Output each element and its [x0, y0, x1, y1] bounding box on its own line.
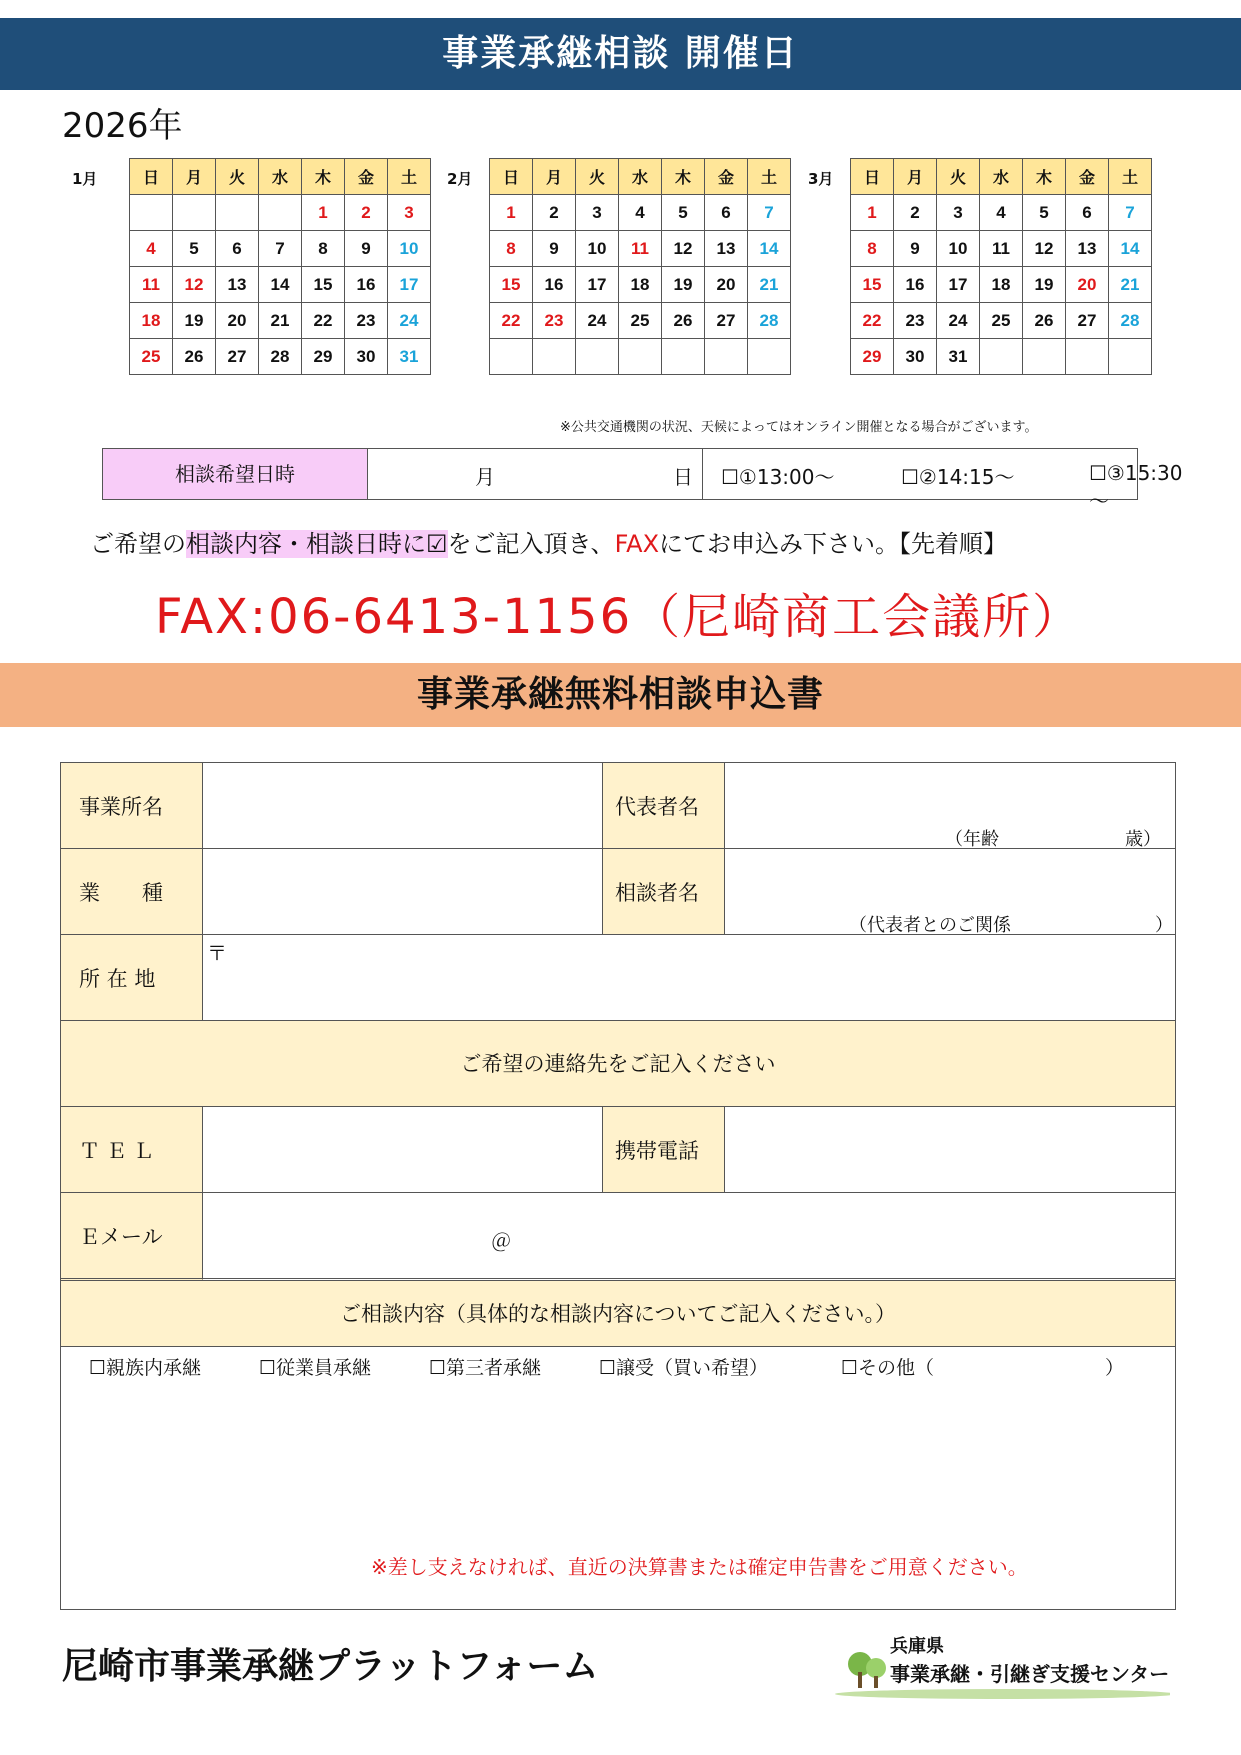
calendar-day: 5: [173, 231, 216, 267]
calendar-day: 3: [937, 195, 980, 231]
calendar-week-row: [130, 303, 431, 339]
calendar-february: [489, 158, 791, 375]
weekday-header: 火: [937, 159, 980, 195]
calendar-day: [533, 339, 576, 375]
mobile-label: 携帯電話: [603, 1107, 725, 1193]
month-label-mar: 3月: [808, 170, 834, 188]
calendar-day: 16: [345, 267, 388, 303]
calendar-day: 21: [1109, 267, 1152, 303]
calendar-day: 18: [980, 267, 1023, 303]
weekday-header: 火: [216, 159, 259, 195]
time-slot-2-checkbox[interactable]: ☐②14:15～: [901, 465, 1015, 489]
mobile-field[interactable]: [725, 1107, 1175, 1193]
weekday-header: 水: [619, 159, 662, 195]
calendar-day: 5: [662, 195, 705, 231]
calendar-week-row: [490, 303, 791, 339]
consult-content-header: ご相談内容（具体的な相談内容についてご記入ください。）: [61, 1281, 1175, 1347]
weekday-header: 金: [1066, 159, 1109, 195]
calendar-day: 25: [130, 339, 173, 375]
calendar-day: 1: [302, 195, 345, 231]
calendar-day: [980, 339, 1023, 375]
calendar-day: 6: [1066, 195, 1109, 231]
calendar-day: [576, 339, 619, 375]
calendar-day: 31: [937, 339, 980, 375]
calendar-day: 8: [490, 231, 533, 267]
logo-center-name: 事業承継・引継ぎ支援センター: [890, 1662, 1170, 1686]
date-request-box: [102, 448, 1183, 513]
industry-field[interactable]: [203, 849, 603, 935]
calendar-day: 30: [894, 339, 937, 375]
calendar-day: 22: [302, 303, 345, 339]
calendar-day: 12: [662, 231, 705, 267]
address-label: 所 在 地: [61, 935, 203, 1021]
calendar-week-row: [851, 195, 1152, 231]
year-label: 2026年: [62, 106, 183, 146]
calendar-day: [1109, 339, 1152, 375]
contact-header: ご希望の連絡先をご記入ください: [61, 1021, 1175, 1107]
calendar-day: 10: [576, 231, 619, 267]
calendar-day: 29: [302, 339, 345, 375]
option-family[interactable]: ☐親族内承継: [89, 1357, 202, 1379]
option-employee[interactable]: ☐従業員承継: [259, 1357, 372, 1379]
calendar-day: [130, 195, 173, 231]
calendar-day: 22: [490, 303, 533, 339]
weekday-header: 土: [748, 159, 791, 195]
weekday-header: 金: [705, 159, 748, 195]
calendar-march: [850, 158, 1152, 375]
calendar-day: 25: [980, 303, 1023, 339]
calendar-day: [216, 195, 259, 231]
calendar-week-row: [490, 267, 791, 303]
calendar-day: 6: [216, 231, 259, 267]
calendar-day: 14: [259, 267, 302, 303]
calendar-week-row: [851, 231, 1152, 267]
calendar-day: 28: [259, 339, 302, 375]
weekday-header: 土: [1109, 159, 1152, 195]
calendar-day: 29: [851, 339, 894, 375]
weekday-header: 日: [851, 159, 894, 195]
calendar-day: 8: [851, 231, 894, 267]
calendar-day: [662, 339, 705, 375]
time-slot-3-checkbox[interactable]: ☐③15:30～: [1089, 461, 1183, 513]
calendar-day: 7: [748, 195, 791, 231]
weekday-header: 月: [894, 159, 937, 195]
representative-label: 代表者名: [603, 763, 725, 849]
address-field[interactable]: [203, 935, 1175, 1021]
calendar-day: 27: [216, 339, 259, 375]
calendar-day: 26: [173, 339, 216, 375]
calendar-day: 16: [533, 267, 576, 303]
support-center-logo: [830, 1628, 1170, 1700]
online-note: ※公共交通機関の状況、天候によってはオンライン開催となる場合がございます。: [560, 420, 1038, 435]
weekday-header: 火: [576, 159, 619, 195]
relation-note: （代表者とのご関係 ）: [849, 915, 1173, 936]
calendar-week-row: [490, 339, 791, 375]
consult-content-field[interactable]: [61, 1347, 1175, 1609]
calendar-day: 4: [980, 195, 1023, 231]
calendar-week-row: [490, 231, 791, 267]
calendar-day: 1: [851, 195, 894, 231]
calendar-day: 27: [1066, 303, 1109, 339]
calendar-day: [705, 339, 748, 375]
calendar-day: 17: [388, 267, 431, 303]
calendar-day: 11: [130, 267, 173, 303]
calendar-day: 2: [345, 195, 388, 231]
calendar-day: [748, 339, 791, 375]
calendar-day: 13: [216, 267, 259, 303]
calendar-day: 14: [1109, 231, 1152, 267]
weekday-header: 月: [533, 159, 576, 195]
instr-highlight: 相談内容・相談日時に☑: [186, 530, 448, 558]
month-label-feb: 2月: [447, 170, 473, 188]
at-mark: ＠: [491, 1229, 511, 1253]
option-acquisition[interactable]: ☐譲受（買い希望）: [599, 1357, 769, 1379]
calendar-week-row: [851, 267, 1152, 303]
weekday-header: 月: [173, 159, 216, 195]
calendar-week-row: [130, 195, 431, 231]
calendar-day: 24: [937, 303, 980, 339]
weekday-header: 水: [980, 159, 1023, 195]
calendar-day: 27: [705, 303, 748, 339]
calendar-day: 6: [705, 195, 748, 231]
weekday-header: 日: [130, 159, 173, 195]
weekday-header: 土: [388, 159, 431, 195]
email-field[interactable]: [203, 1193, 1175, 1281]
calendar-day: [173, 195, 216, 231]
age-note: （年齢 歳）: [945, 829, 1161, 850]
calendar-week-row: [851, 303, 1152, 339]
calendar-day: 16: [894, 267, 937, 303]
day-unit: 日: [673, 465, 693, 489]
calendar-day: 18: [619, 267, 662, 303]
calendar-day: 9: [345, 231, 388, 267]
month-label-jan: 1月: [72, 170, 98, 188]
calendar-day: 14: [748, 231, 791, 267]
documents-note: ※差し支えなければ、直近の決算書または確定申告書をご用意ください。: [371, 1555, 1028, 1579]
business-name-label: 事業所名: [61, 763, 203, 849]
calendar-day: 9: [533, 231, 576, 267]
application-form: [60, 762, 1176, 1610]
page-title-banner: 事業承継相談 開催日: [0, 18, 1241, 90]
weekday-header: 水: [259, 159, 302, 195]
industry-label: 業 種: [61, 849, 203, 935]
calendar-day: 2: [533, 195, 576, 231]
tel-field[interactable]: [203, 1107, 603, 1193]
consultant-label: 相談者名: [603, 849, 725, 935]
calendar-day: 21: [259, 303, 302, 339]
weekday-header: 木: [1023, 159, 1066, 195]
calendar-day: 23: [345, 303, 388, 339]
calendar-day: 21: [748, 267, 791, 303]
postal-mark: 〒: [207, 941, 227, 965]
calendar-day: 2: [894, 195, 937, 231]
calendar-day: 24: [576, 303, 619, 339]
weekday-header-row: [130, 159, 431, 195]
calendar-day: 10: [388, 231, 431, 267]
calendar-day: 17: [937, 267, 980, 303]
calendar-day: 7: [259, 231, 302, 267]
calendar-day: 3: [388, 195, 431, 231]
date-input-field[interactable]: [367, 449, 703, 499]
calendar-day: [259, 195, 302, 231]
calendar-day: 4: [619, 195, 662, 231]
weekday-header: 金: [345, 159, 388, 195]
month-unit: 月: [475, 465, 495, 489]
calendar-day: 20: [705, 267, 748, 303]
calendar-day: 1: [490, 195, 533, 231]
fax-number: FAX:06-6413-1156（尼崎商工会議所）: [155, 589, 1083, 645]
instr-fax: FAX: [614, 530, 660, 558]
time-slot-1-checkbox[interactable]: ☐①13:00～: [721, 465, 835, 489]
calendar-day: [619, 339, 662, 375]
option-third-party[interactable]: ☐第三者承継: [429, 1357, 542, 1379]
calendar-day: 28: [1109, 303, 1152, 339]
instr-part5: にてお申込み下さい。【先着順】: [659, 530, 1008, 558]
calendar-day: 13: [705, 231, 748, 267]
calendar-day: 11: [980, 231, 1023, 267]
form-title-banner: 事業承継無料相談申込書: [0, 663, 1241, 727]
calendar-day: 30: [345, 339, 388, 375]
calendar-day: 23: [894, 303, 937, 339]
calendar-day: [490, 339, 533, 375]
calendar-day: 24: [388, 303, 431, 339]
calendar-day: 18: [130, 303, 173, 339]
calendar-week-row: [851, 339, 1152, 375]
calendar-day: 22: [851, 303, 894, 339]
calendar-week-row: [490, 195, 791, 231]
calendar-week-row: [130, 267, 431, 303]
calendar-day: 15: [302, 267, 345, 303]
footer-title: 尼崎市事業承継プラットフォーム: [62, 1646, 599, 1687]
calendar-january: [129, 158, 431, 375]
calendar-day: 28: [748, 303, 791, 339]
calendar-day: 9: [894, 231, 937, 267]
calendar-day: 19: [662, 267, 705, 303]
instr-part3: をご記入頂き、: [447, 530, 615, 558]
calendar-day: 19: [1023, 267, 1066, 303]
calendar-day: 12: [1023, 231, 1066, 267]
calendar-day: 20: [216, 303, 259, 339]
calendar-day: 7: [1109, 195, 1152, 231]
weekday-header-row: [490, 159, 791, 195]
calendar-week-row: [130, 339, 431, 375]
calendar-day: 11: [619, 231, 662, 267]
logo-prefecture: 兵庫県: [890, 1636, 944, 1657]
calendar-day: 13: [1066, 231, 1109, 267]
tel-label: ＴＥＬ: [61, 1107, 203, 1193]
calendar-day: 15: [490, 267, 533, 303]
calendar-day: 4: [130, 231, 173, 267]
instruction-text: [90, 524, 1007, 559]
calendar-day: 31: [388, 339, 431, 375]
consultant-field[interactable]: [725, 849, 1175, 935]
calendar-day: 20: [1066, 267, 1109, 303]
calendar-day: 10: [937, 231, 980, 267]
calendar-day: 5: [1023, 195, 1066, 231]
weekday-header-row: [851, 159, 1152, 195]
calendar-day: 12: [173, 267, 216, 303]
representative-field[interactable]: [725, 763, 1175, 849]
calendar-day: 15: [851, 267, 894, 303]
weekday-header: 木: [662, 159, 705, 195]
calendar-day: 26: [1023, 303, 1066, 339]
option-other[interactable]: ☐その他（ ）: [841, 1357, 1125, 1379]
calendar-day: 17: [576, 267, 619, 303]
calendar-day: 8: [302, 231, 345, 267]
instr-part1: ご希望の: [90, 530, 186, 558]
calendar-day: [1066, 339, 1109, 375]
calendar-day: 23: [533, 303, 576, 339]
calendar-day: 26: [662, 303, 705, 339]
calendar-day: [1023, 339, 1066, 375]
date-request-label: 相談希望日時: [103, 449, 368, 499]
calendar-day: 3: [576, 195, 619, 231]
weekday-header: 日: [490, 159, 533, 195]
calendar-day: 19: [173, 303, 216, 339]
business-name-field[interactable]: [203, 763, 603, 849]
calendar-week-row: [130, 231, 431, 267]
calendar-day: 25: [619, 303, 662, 339]
email-label: Ｅメール: [61, 1193, 203, 1281]
weekday-header: 木: [302, 159, 345, 195]
